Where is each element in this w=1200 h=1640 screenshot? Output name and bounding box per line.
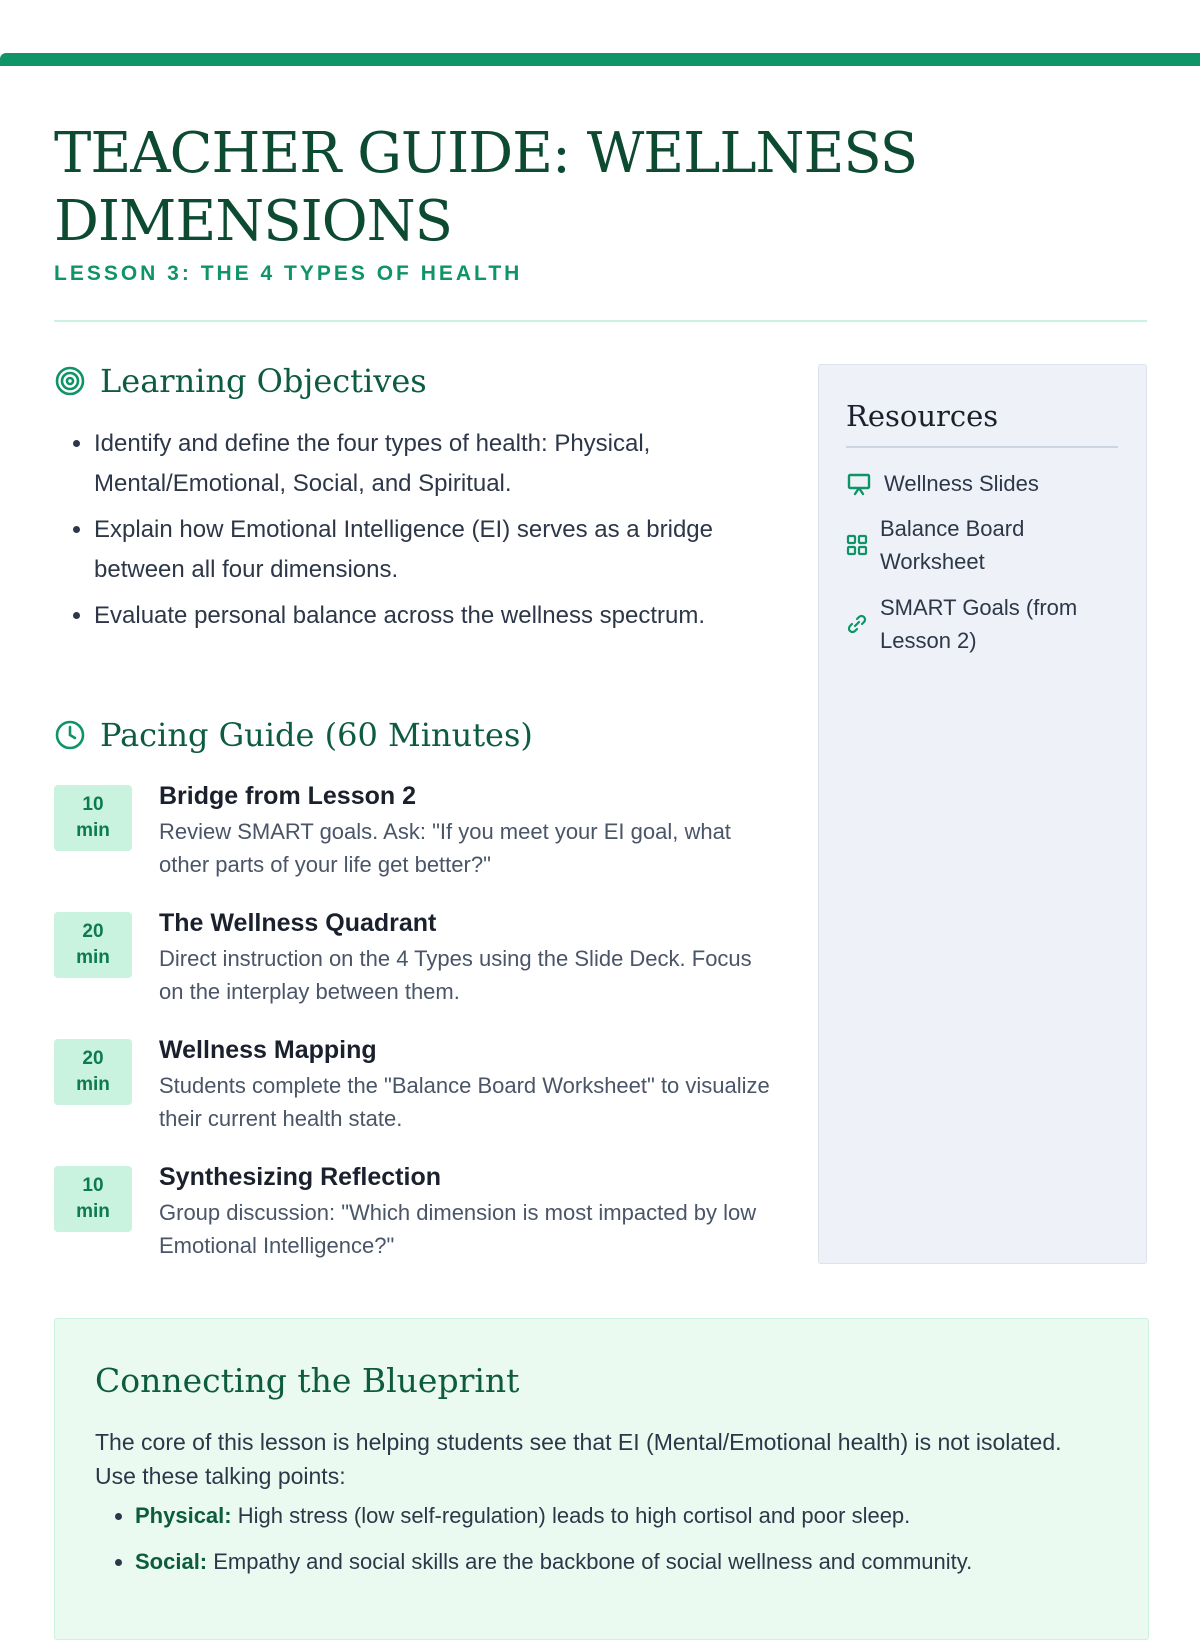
pacing-item-title: Synthesizing Reflection (159, 1163, 441, 1191)
objectives-list (54, 424, 794, 642)
resource-link-smart-goals[interactable] (846, 591, 1126, 657)
blueprint-intro: The core of this lesson is helping students see that EI (Mental/Emotional health) is not isolated. Use these talking points: (95, 1429, 1062, 1489)
duration-value: 20 (82, 921, 104, 942)
duration-value: 10 (82, 794, 104, 815)
duration-unit: min (76, 1201, 110, 1222)
talking-point-text: Empathy and social skills are the backbone of social wellness and community. (207, 1549, 973, 1574)
pacing-item-desc: Students complete the "Balance Board Worksheet" to visualize their current health state. (159, 1073, 770, 1131)
resource-label: SMART Goals (from Lesson 2) (880, 595, 1078, 653)
duration-value: 10 (82, 1175, 104, 1196)
clock-icon (54, 719, 86, 751)
duration-unit: min (76, 1074, 110, 1095)
page-title: TEACHER GUIDE: WELLNESS DIMENSIONS (54, 121, 918, 254)
blueprint-callout (54, 1318, 1149, 1640)
resources-heading: Resources (846, 399, 999, 433)
duration-badge (54, 912, 132, 978)
duration-unit: min (76, 820, 110, 841)
objective-item: • Identify and define the four types of health: Physical, Mental/Emotional, Social, and Spiritual. (94, 424, 794, 504)
pacing-item (54, 909, 774, 1008)
resource-link-balance-board[interactable] (846, 512, 1126, 578)
talking-point (135, 1545, 1145, 1579)
pacing-item-desc: Direct instruction on the 4 Types using the Slide Deck. Focus on the interplay between them. (159, 946, 752, 1004)
objective-item: • Explain how Emotional Intelligence (EI) serves as a bridge between all four dimensions. (94, 510, 794, 590)
resources-panel (818, 364, 1147, 1264)
duration-value: 20 (82, 1048, 104, 1069)
duration-badge (54, 1166, 132, 1232)
pacing-item-title: Wellness Mapping (159, 1036, 377, 1064)
talking-point-label: Social: (135, 1549, 208, 1574)
pacing-item (54, 1163, 774, 1262)
talking-points-list (95, 1499, 1145, 1591)
talking-point (135, 1499, 1145, 1533)
resource-label: Balance Board Worksheet (880, 516, 1025, 574)
talking-point-text: High stress (low self-regulation) leads to high cortisol and poor sleep. (231, 1503, 911, 1528)
pacing-guide-title: Pacing Guide (60 Minutes) (100, 716, 533, 754)
talking-point-label: Physical: (135, 1503, 232, 1528)
page-subtitle: LESSON 3: THE 4 TYPES OF HEALTH (54, 262, 523, 285)
header-divider (54, 320, 1147, 322)
duration-badge (54, 785, 132, 851)
grid-icon (846, 534, 868, 556)
resource-label: Wellness Slides (884, 471, 1039, 496)
resource-link-wellness-slides[interactable] (846, 467, 1126, 500)
pacing-item (54, 1036, 774, 1135)
resources-divider (846, 446, 1118, 448)
objective-item: • Evaluate personal balance across the wellness spectrum. (94, 596, 794, 636)
blueprint-heading: Connecting the Blueprint (95, 1361, 520, 1400)
learning-objectives-title: Learning Objectives (100, 362, 427, 400)
duration-badge (54, 1039, 132, 1105)
target-icon (54, 365, 86, 397)
link-icon (846, 613, 868, 635)
pacing-item-desc: Group discussion: "Which dimension is most impacted by low Emotional Intelligence?" (159, 1200, 757, 1258)
pacing-item-title: The Wellness Quadrant (159, 909, 437, 937)
pacing-item-desc: Review SMART goals. Ask: "If you meet your EI goal, what other parts of your life get better?" (159, 819, 731, 877)
presentation-icon (846, 471, 872, 497)
duration-unit: min (76, 947, 110, 968)
pacing-item (54, 782, 774, 881)
pacing-item-title: Bridge from Lesson 2 (159, 782, 416, 810)
learning-objectives-heading (54, 362, 427, 400)
top-accent-bar (0, 53, 1200, 66)
pacing-guide-heading (54, 716, 533, 754)
